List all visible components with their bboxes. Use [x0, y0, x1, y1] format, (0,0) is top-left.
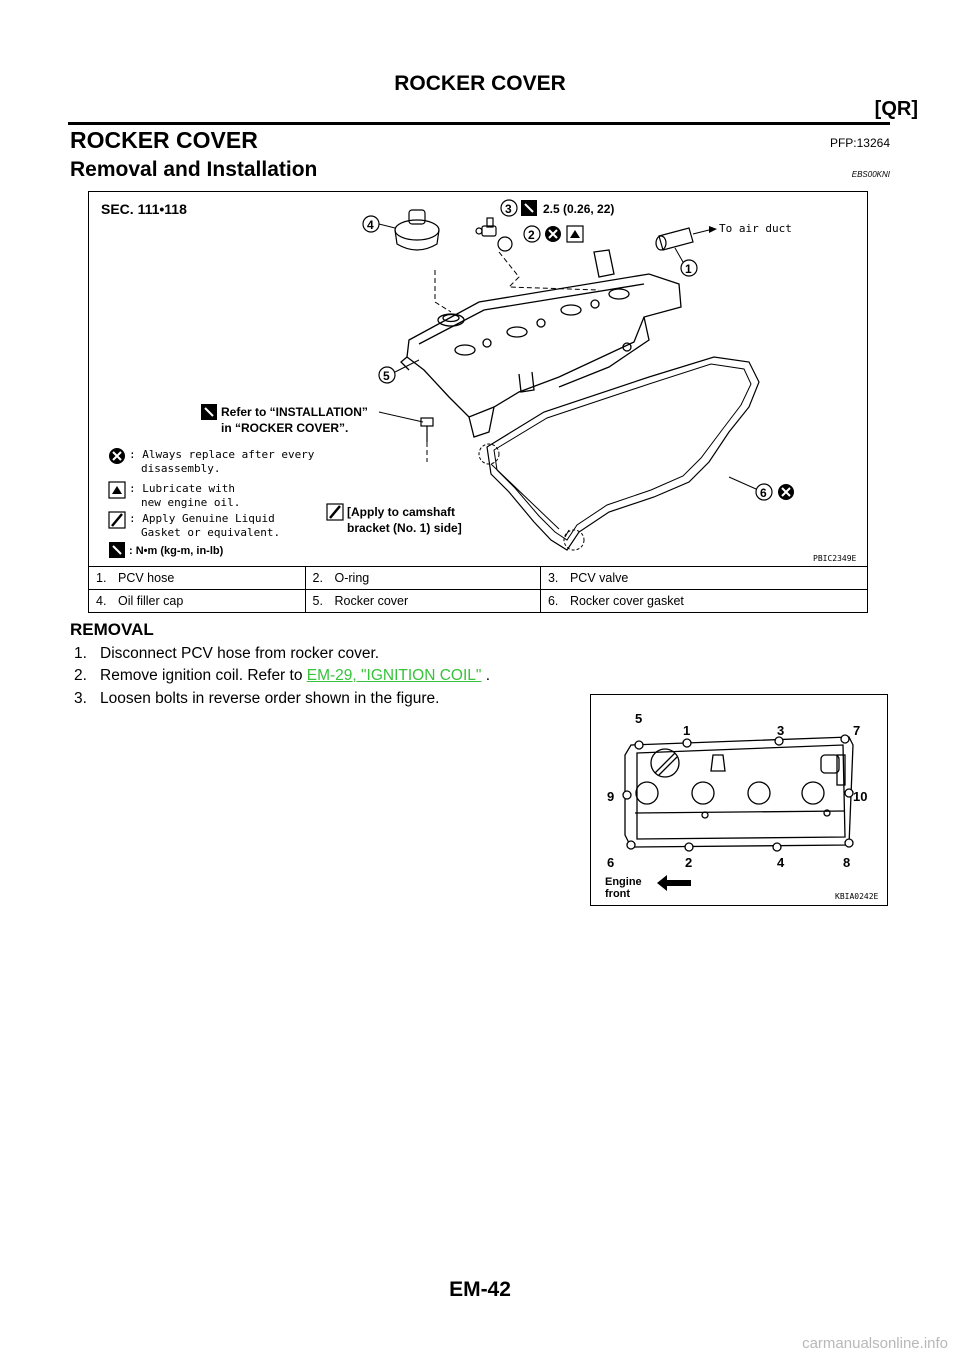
exploded-view-figure — [88, 191, 868, 567]
liquid-gasket-icon — [327, 504, 343, 520]
refer-note-line2: in “ROCKER COVER”. — [221, 421, 349, 435]
apply-note-line2: bracket (No. 1) side] — [347, 521, 462, 535]
svg-text:6: 6 — [607, 855, 615, 870]
replace-icon — [778, 484, 794, 500]
engine-front-arrow-icon — [657, 875, 691, 891]
svg-text:Gasket or equivalent.: Gasket or equivalent. — [141, 526, 281, 539]
svg-text:10: 10 — [853, 789, 868, 804]
leader-6 — [729, 477, 756, 489]
leader-refer — [379, 412, 423, 422]
apply-note-line1: [Apply to camshaft — [347, 505, 456, 519]
leader-apply-2 — [565, 530, 569, 537]
oil-can-icon — [567, 226, 583, 242]
svg-text:5: 5 — [635, 711, 643, 726]
rocker-cover-top-view — [625, 737, 853, 847]
section-code: PFP:13264 — [829, 136, 890, 150]
legend-lubricate — [109, 482, 240, 509]
removal-step-2: 2. Remove ignition coil. Refer to EM-29, "IGNITION COIL" . — [74, 667, 491, 684]
torque-value: 2.5 (0.26, 22) — [543, 202, 615, 216]
to-air-duct-label: To air duct — [719, 222, 792, 235]
ignition-coil-link[interactable]: EM-29, "IGNITION COIL" — [306, 667, 482, 684]
svg-text:7: 7 — [853, 723, 861, 738]
sec-label: SEC. 111•118 — [101, 201, 187, 217]
svg-text:disassembly.: disassembly. — [141, 462, 221, 475]
svg-text:2: 2 — [685, 855, 693, 870]
header-rule — [68, 122, 890, 125]
svg-text:6: 6 — [760, 486, 767, 500]
legend-liquid-gasket — [109, 512, 280, 539]
parts-list-table — [88, 566, 868, 613]
bolt-order-drawing — [591, 695, 887, 905]
svg-text:: N•m (kg-m, in-lb): : N•m (kg-m, in-lb) — [129, 545, 224, 557]
engine-tag: [QR] — [874, 98, 918, 120]
part-cell: 2. O-ring — [305, 567, 540, 590]
torque-wrench-icon — [201, 404, 217, 420]
callout-2 — [524, 226, 540, 242]
air-duct-arrow-line — [693, 230, 709, 234]
svg-text:4: 4 — [367, 218, 374, 232]
torque-wrench-icon — [521, 200, 537, 216]
svg-text:2: 2 — [528, 228, 535, 242]
table-row — [89, 590, 868, 613]
part-cell: 4. Oil filler cap — [89, 590, 306, 613]
watermark: carmanualsonline.info — [802, 1335, 948, 1352]
part-cell: 5. Rocker cover — [305, 590, 540, 613]
cap-guide-line-2 — [435, 302, 451, 312]
callout-1 — [681, 260, 697, 276]
svg-text:8: 8 — [843, 855, 851, 870]
svg-text:3: 3 — [505, 202, 512, 216]
callout-6 — [756, 484, 772, 500]
rocker-cover-drawing — [401, 250, 681, 437]
svg-text:4: 4 — [777, 855, 785, 870]
section-title: ROCKER COVER — [70, 127, 258, 153]
callout-5 — [379, 367, 395, 383]
svg-text:: Apply Genuine Liquid: : Apply Genuine Liquid — [129, 512, 275, 525]
bolt-order-figure — [590, 694, 888, 906]
part-cell: 3. PCV valve — [540, 567, 867, 590]
leader-1 — [675, 248, 683, 262]
svg-text:new engine oil.: new engine oil. — [141, 496, 241, 509]
figure2-code: KBIA0242E — [835, 892, 879, 901]
svg-text:9: 9 — [607, 789, 615, 804]
removal-step-3: 3. Loosen bolts in reverse order shown in the figure. — [74, 690, 440, 707]
subsection-title: Removal and Installation — [70, 158, 318, 181]
part-cell: 1. PCV hose — [89, 567, 306, 590]
svg-text:1: 1 — [685, 262, 692, 276]
removal-heading: REMOVAL — [70, 620, 154, 639]
page-number: EM-42 — [449, 1278, 511, 1301]
engine-front-label-2: front — [605, 888, 631, 900]
engine-front-label: Engine — [605, 876, 642, 888]
callout-3 — [501, 200, 517, 216]
svg-text:5: 5 — [383, 369, 390, 383]
part-cell: 6. Rocker cover gasket — [540, 590, 867, 613]
legend-replace — [109, 448, 315, 475]
table-row — [89, 567, 868, 590]
leader-4 — [379, 224, 395, 228]
replace-icon — [545, 226, 561, 242]
subsection-code: EBS00KNI — [851, 170, 890, 179]
leader-apply-1 — [491, 464, 559, 529]
refer-note-line1: Refer to “INSTALLATION” — [221, 405, 368, 419]
o-ring-drawing — [498, 237, 512, 251]
rocker-cover-gasket-drawing — [487, 357, 759, 550]
svg-text:: Always replace after every: : Always replace after every — [129, 448, 315, 461]
callout-4 — [363, 216, 379, 232]
removal-step-1: 1. Disconnect PCV hose from rocker cover. — [74, 645, 380, 662]
oil-filler-cap-drawing — [395, 210, 439, 250]
svg-text:1: 1 — [683, 723, 691, 738]
legend-torque — [109, 542, 224, 558]
exploded-view-drawing — [89, 192, 867, 566]
pcv-hose-drawing — [656, 228, 693, 250]
pcv-valve-drawing — [476, 218, 496, 236]
svg-text:: Lubricate with: : Lubricate with — [129, 482, 235, 495]
air-duct-arrow-head — [709, 226, 717, 233]
figure-code: PBIC2349E — [813, 554, 857, 563]
svg-text:3: 3 — [777, 723, 785, 738]
leader-5 — [395, 360, 419, 372]
page-header-title: ROCKER COVER — [394, 72, 566, 95]
